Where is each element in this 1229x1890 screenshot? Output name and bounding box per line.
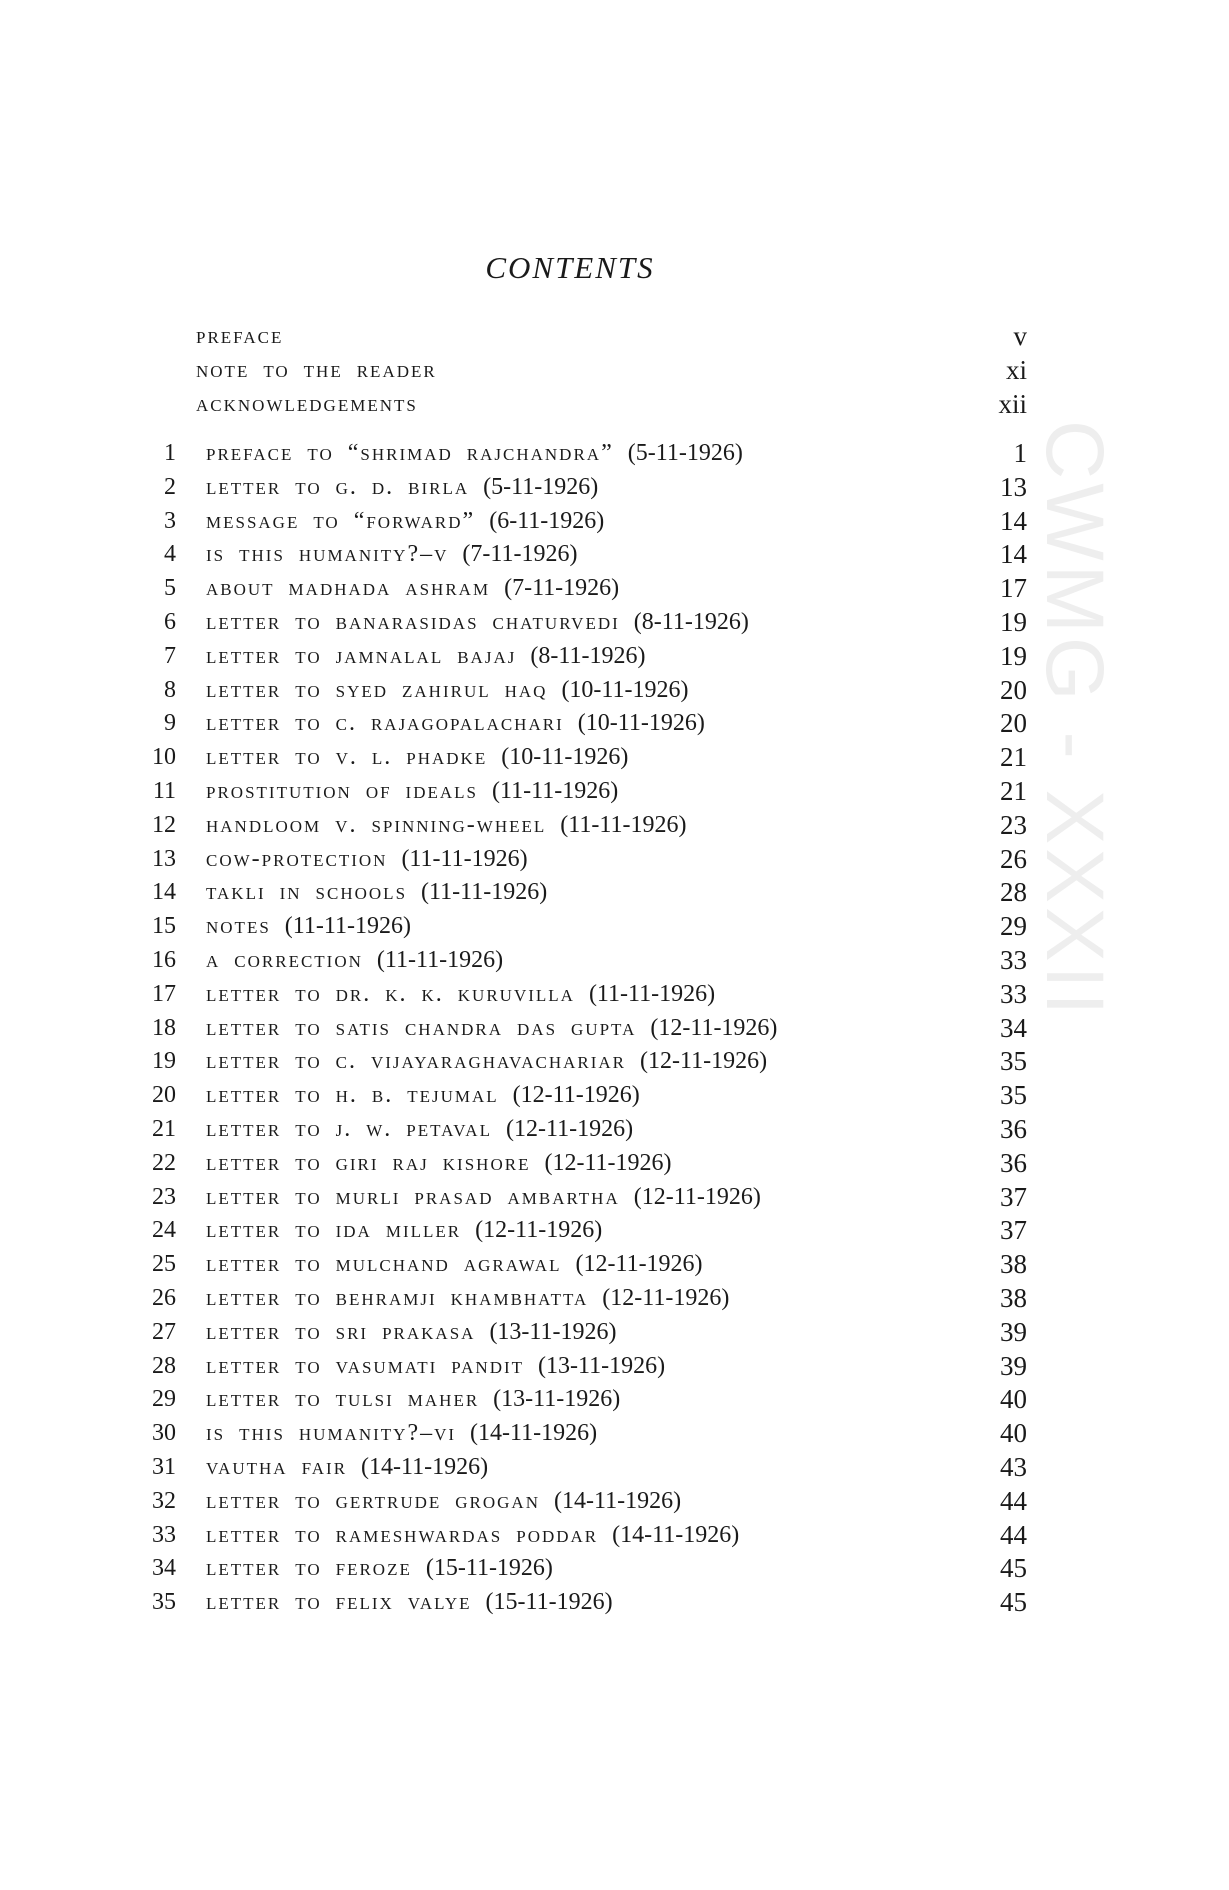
contents-entry	[0, 1214, 1229, 1248]
entry-page: 34	[1000, 1012, 1027, 1043]
entry-title-text: letter to murli prasad ambartha	[206, 1183, 620, 1210]
front-matter-title: acknowledgements	[196, 390, 418, 417]
entry-title	[206, 944, 503, 978]
entry-number: 6	[164, 608, 176, 635]
entry-date: (6-11-1926)	[489, 507, 605, 534]
entry-page: 29	[1000, 911, 1027, 942]
entry-title	[206, 910, 411, 944]
entry-title-text: letter to giri raj kishore	[206, 1149, 531, 1176]
entry-number: 4	[164, 541, 176, 568]
entry-date: (12-11-1926)	[602, 1284, 730, 1311]
entry-title	[206, 1079, 640, 1113]
entry-title-text: letter to sri prakasa	[206, 1318, 476, 1345]
entry-title	[206, 1552, 553, 1586]
entry-date: (5-11-1926)	[627, 440, 743, 466]
entry-title-text: letter to syed zahirul haq	[206, 676, 548, 703]
contents-list	[0, 437, 1229, 1620]
entry-title-text: is this humanity?–v	[206, 541, 449, 568]
entry-number: 27	[152, 1318, 176, 1345]
entry-number: 24	[152, 1217, 176, 1244]
entry-title	[206, 876, 547, 910]
entry-number: 20	[152, 1082, 176, 1109]
entry-page: 19	[1000, 606, 1027, 637]
entry-date: (8-11-1926)	[633, 608, 749, 635]
entry-number: 12	[152, 811, 176, 838]
entry-page: 39	[1000, 1350, 1027, 1381]
front-matter-list	[0, 320, 1229, 421]
entry-number: 15	[152, 913, 176, 940]
contents-entry	[0, 1485, 1229, 1519]
entry-page: 38	[1000, 1282, 1027, 1313]
entry-page: 35	[1000, 1046, 1027, 1077]
entry-page: 43	[1000, 1451, 1027, 1482]
entry-number: 28	[152, 1352, 176, 1379]
contents-entry	[0, 1350, 1229, 1384]
entry-title-text: takli in schools	[206, 879, 408, 906]
contents-entry	[0, 1181, 1229, 1215]
entry-title-text: letter to jamnalal bajaj	[206, 642, 517, 669]
entry-title	[206, 1350, 665, 1384]
entry-date: (13-11-1926)	[493, 1386, 621, 1413]
entry-page: 38	[1000, 1249, 1027, 1280]
entry-title	[206, 1045, 767, 1079]
entry-date: (14-11-1926)	[361, 1453, 489, 1480]
entry-page: 37	[1000, 1181, 1027, 1212]
contents-entry	[0, 640, 1229, 674]
contents-entry	[0, 1519, 1229, 1553]
entry-date: (5-11-1926)	[483, 473, 599, 500]
entry-title	[206, 1214, 602, 1248]
entry-number: 11	[152, 777, 176, 804]
entry-title-text: letter to tulsi maher	[206, 1386, 480, 1413]
entry-title	[206, 606, 749, 640]
entry-date: (7-11-1926)	[504, 575, 620, 602]
entry-number: 21	[152, 1115, 176, 1142]
entry-number: 14	[152, 879, 176, 906]
contents-entry	[0, 1012, 1229, 1046]
entry-page: 13	[1000, 471, 1027, 502]
entry-page: 44	[1000, 1485, 1027, 1516]
entry-number: 35	[152, 1589, 176, 1616]
entry-title	[206, 674, 689, 708]
contents-entry	[0, 606, 1229, 640]
front-matter-item	[0, 320, 1229, 354]
entry-number: 19	[152, 1048, 176, 1075]
entry-page: 21	[1000, 742, 1027, 773]
contents-entry	[0, 978, 1229, 1012]
contents-entry	[0, 1552, 1229, 1586]
entry-date: (12-11-1926)	[633, 1183, 761, 1210]
entry-title	[206, 1012, 777, 1046]
entry-title-text: cow-protection	[206, 845, 388, 872]
entry-title-text: preface to “shrimad rajchandra”	[206, 440, 614, 466]
contents-entry	[0, 1079, 1229, 1113]
entry-page: 40	[1000, 1418, 1027, 1449]
entry-date: (14-11-1926)	[612, 1521, 740, 1548]
entry-number: 16	[152, 946, 176, 973]
entry-title-text: prostitution of ideals	[206, 777, 478, 804]
entry-number: 8	[164, 676, 176, 703]
entry-date: (11-11-1926)	[560, 811, 687, 838]
entry-number: 22	[152, 1149, 176, 1176]
entry-page: 17	[1000, 573, 1027, 604]
entry-title-text: a correction	[206, 946, 363, 973]
entry-page: 1	[1013, 438, 1027, 468]
entry-title-text: letter to h. b. tejumal	[206, 1082, 499, 1109]
entry-title-text: letter to c. vijayaraghavachariar	[206, 1048, 627, 1075]
entry-date: (15-11-1926)	[485, 1589, 613, 1616]
entry-title	[206, 1248, 703, 1282]
entry-number: 17	[152, 980, 176, 1007]
entry-date: (8-11-1926)	[530, 642, 646, 669]
entry-page: 37	[1000, 1215, 1027, 1246]
entry-date: (10-11-1926)	[561, 676, 689, 703]
entry-title-text: about madhada ashram	[206, 575, 491, 602]
entry-title-text: handloom v. spinning-wheel	[206, 811, 547, 838]
entry-title-text: vautha fair	[206, 1453, 348, 1480]
entry-title	[206, 1282, 729, 1316]
entry-number: 25	[152, 1251, 176, 1278]
entry-number: 3	[164, 507, 176, 534]
entry-title	[206, 1417, 597, 1451]
contents-entry	[0, 471, 1229, 505]
contents-entry	[0, 1417, 1229, 1451]
entry-title-text: notes	[206, 913, 271, 940]
entry-number: 1	[164, 440, 176, 466]
entry-title-text: letter to mulchand agrawal	[206, 1251, 562, 1278]
entry-page: 33	[1000, 944, 1027, 975]
contents-entry	[0, 1451, 1229, 1485]
entry-number: 7	[164, 642, 176, 669]
front-matter-item	[0, 388, 1229, 422]
entry-date: (14-11-1926)	[470, 1420, 598, 1447]
contents-entry	[0, 910, 1229, 944]
entry-title-text: letter to gertrude grogan	[206, 1487, 540, 1514]
contents-entry	[0, 1147, 1229, 1181]
entry-date: (14-11-1926)	[553, 1487, 682, 1514]
contents-entry	[0, 505, 1229, 539]
entry-number: 34	[152, 1555, 176, 1582]
entry-number: 33	[152, 1521, 176, 1548]
entry-date: (7-11-1926)	[462, 541, 578, 568]
entry-title	[206, 1147, 672, 1181]
contents-entry	[0, 1248, 1229, 1282]
entry-number: 2	[164, 473, 176, 500]
entry-date: (12-11-1926)	[640, 1048, 768, 1075]
entry-title	[206, 471, 598, 505]
entry-title	[206, 437, 743, 471]
entry-title	[206, 1181, 761, 1215]
entry-page: 20	[1000, 674, 1027, 705]
entry-title-text: letter to dr. k. k. kuruvilla	[206, 980, 575, 1007]
entry-page: 21	[1000, 775, 1027, 806]
entry-title	[206, 1316, 617, 1350]
entry-date: (12-11-1926)	[505, 1115, 634, 1142]
entry-title-text: letter to behramji khambhatta	[206, 1284, 589, 1311]
entry-number: 13	[152, 845, 176, 872]
contents-entry	[0, 775, 1229, 809]
entry-title	[206, 1519, 739, 1553]
contents-entry	[0, 707, 1229, 741]
front-matter-page: xi	[1005, 354, 1027, 385]
contents-entry	[0, 538, 1229, 572]
entry-page: 40	[1000, 1384, 1027, 1415]
front-matter-item	[0, 354, 1229, 388]
entry-title	[206, 809, 686, 843]
entry-number: 9	[164, 710, 176, 737]
entry-title	[206, 707, 705, 741]
entry-title-text: letter to banarasidas chaturvedi	[206, 608, 620, 635]
contents-entry	[0, 876, 1229, 910]
entry-date: (10-11-1926)	[577, 710, 705, 737]
entry-title-text: letter to g. d. birla	[206, 473, 470, 500]
entry-title-text: letter to ida miller	[206, 1217, 462, 1244]
entry-number: 30	[152, 1420, 176, 1447]
entry-page: 36	[1000, 1113, 1027, 1144]
entry-page: 19	[1000, 640, 1027, 671]
entry-date: (11-11-1926)	[492, 777, 619, 804]
contents-entry	[0, 674, 1229, 708]
entry-title-text: letter to c. rajagopalachari	[206, 710, 564, 737]
entry-date: (13-11-1926)	[538, 1352, 666, 1379]
contents-entry	[0, 1282, 1229, 1316]
entry-title	[206, 741, 628, 775]
entry-page: 35	[1000, 1080, 1027, 1111]
entry-number: 18	[152, 1014, 176, 1041]
entry-date: (12-11-1926)	[512, 1082, 640, 1109]
front-matter-title: preface	[196, 323, 284, 349]
watermark: CWMG - XXXII	[1029, 420, 1120, 1020]
contents-entry	[0, 1113, 1229, 1147]
entry-title	[206, 1113, 633, 1147]
entry-title-text: message to “forward”	[206, 507, 476, 534]
entry-date: (11-11-1926)	[376, 946, 504, 973]
entry-date: (12-11-1926)	[544, 1149, 672, 1176]
contents-entry	[0, 437, 1229, 471]
entry-date: (12-11-1926)	[475, 1217, 603, 1244]
contents-entry	[0, 843, 1229, 877]
entry-page: 20	[1000, 708, 1027, 739]
entry-number: 31	[152, 1453, 176, 1480]
entry-date: (11-11-1926)	[421, 879, 548, 906]
entry-page: 28	[1000, 877, 1027, 908]
entry-number: 26	[152, 1284, 176, 1311]
entry-page: 33	[1000, 978, 1027, 1009]
entry-page: 44	[1000, 1519, 1027, 1550]
entry-title-text: letter to vasumati pandit	[206, 1352, 525, 1379]
contents-entry	[0, 809, 1229, 843]
entry-title	[206, 775, 618, 809]
entry-title	[206, 1383, 620, 1417]
entry-title	[206, 978, 715, 1012]
front-matter-page: xii	[998, 388, 1027, 419]
entry-date: (11-11-1926)	[284, 913, 411, 940]
entry-page: 36	[1000, 1147, 1027, 1178]
entry-number: 32	[152, 1487, 176, 1514]
entry-date: (11-11-1926)	[401, 845, 528, 872]
entry-title	[206, 505, 604, 539]
entry-page: 39	[1000, 1316, 1027, 1347]
entry-title	[206, 843, 528, 877]
entry-date: (13-11-1926)	[489, 1318, 617, 1345]
entry-date: (11-11-1926)	[588, 980, 716, 1007]
entry-number: 10	[152, 744, 176, 771]
entry-title	[206, 640, 645, 674]
entry-number: 5	[164, 575, 176, 602]
entry-title-text: letter to v. l. phadke	[206, 744, 488, 771]
entry-page: 45	[1000, 1553, 1027, 1584]
entry-page: 14	[1000, 539, 1027, 570]
entry-title	[206, 538, 577, 572]
entry-date: (12-11-1926)	[650, 1014, 778, 1041]
entry-date: (10-11-1926)	[501, 744, 629, 771]
entry-page: 23	[1000, 809, 1027, 840]
page-title: CONTENTS	[485, 250, 655, 285]
entry-title-text: letter to rameshwardas poddar	[206, 1521, 599, 1548]
entry-page: 14	[1000, 505, 1027, 536]
entry-date: (15-11-1926)	[425, 1555, 553, 1582]
entry-title-text: letter to felix valye	[206, 1589, 472, 1616]
contents-entry	[0, 1383, 1229, 1417]
contents-entry	[0, 1586, 1229, 1620]
entry-number: 29	[152, 1386, 176, 1413]
entry-title	[206, 1485, 681, 1519]
entry-title-text: letter to feroze	[206, 1555, 412, 1582]
entry-title-text: letter to satis chandra das gupta	[206, 1014, 637, 1041]
contents-entry	[0, 1316, 1229, 1350]
entry-title	[206, 1586, 613, 1620]
entry-title	[206, 1451, 488, 1485]
contents-entry	[0, 1045, 1229, 1079]
entry-page: 26	[1000, 843, 1027, 874]
contents-entry	[0, 741, 1229, 775]
entry-title-text: is this humanity?–vi	[206, 1420, 457, 1447]
entry-date: (12-11-1926)	[575, 1251, 703, 1278]
entry-page: 45	[1000, 1587, 1027, 1618]
entry-title-text: letter to j. w. petaval	[206, 1115, 492, 1142]
entry-number: 23	[152, 1183, 176, 1210]
front-matter-title: note to the reader	[196, 356, 437, 383]
front-matter-page: v	[1013, 321, 1027, 351]
contents-entry	[0, 572, 1229, 606]
entry-title	[206, 572, 619, 606]
contents-entry	[0, 944, 1229, 978]
